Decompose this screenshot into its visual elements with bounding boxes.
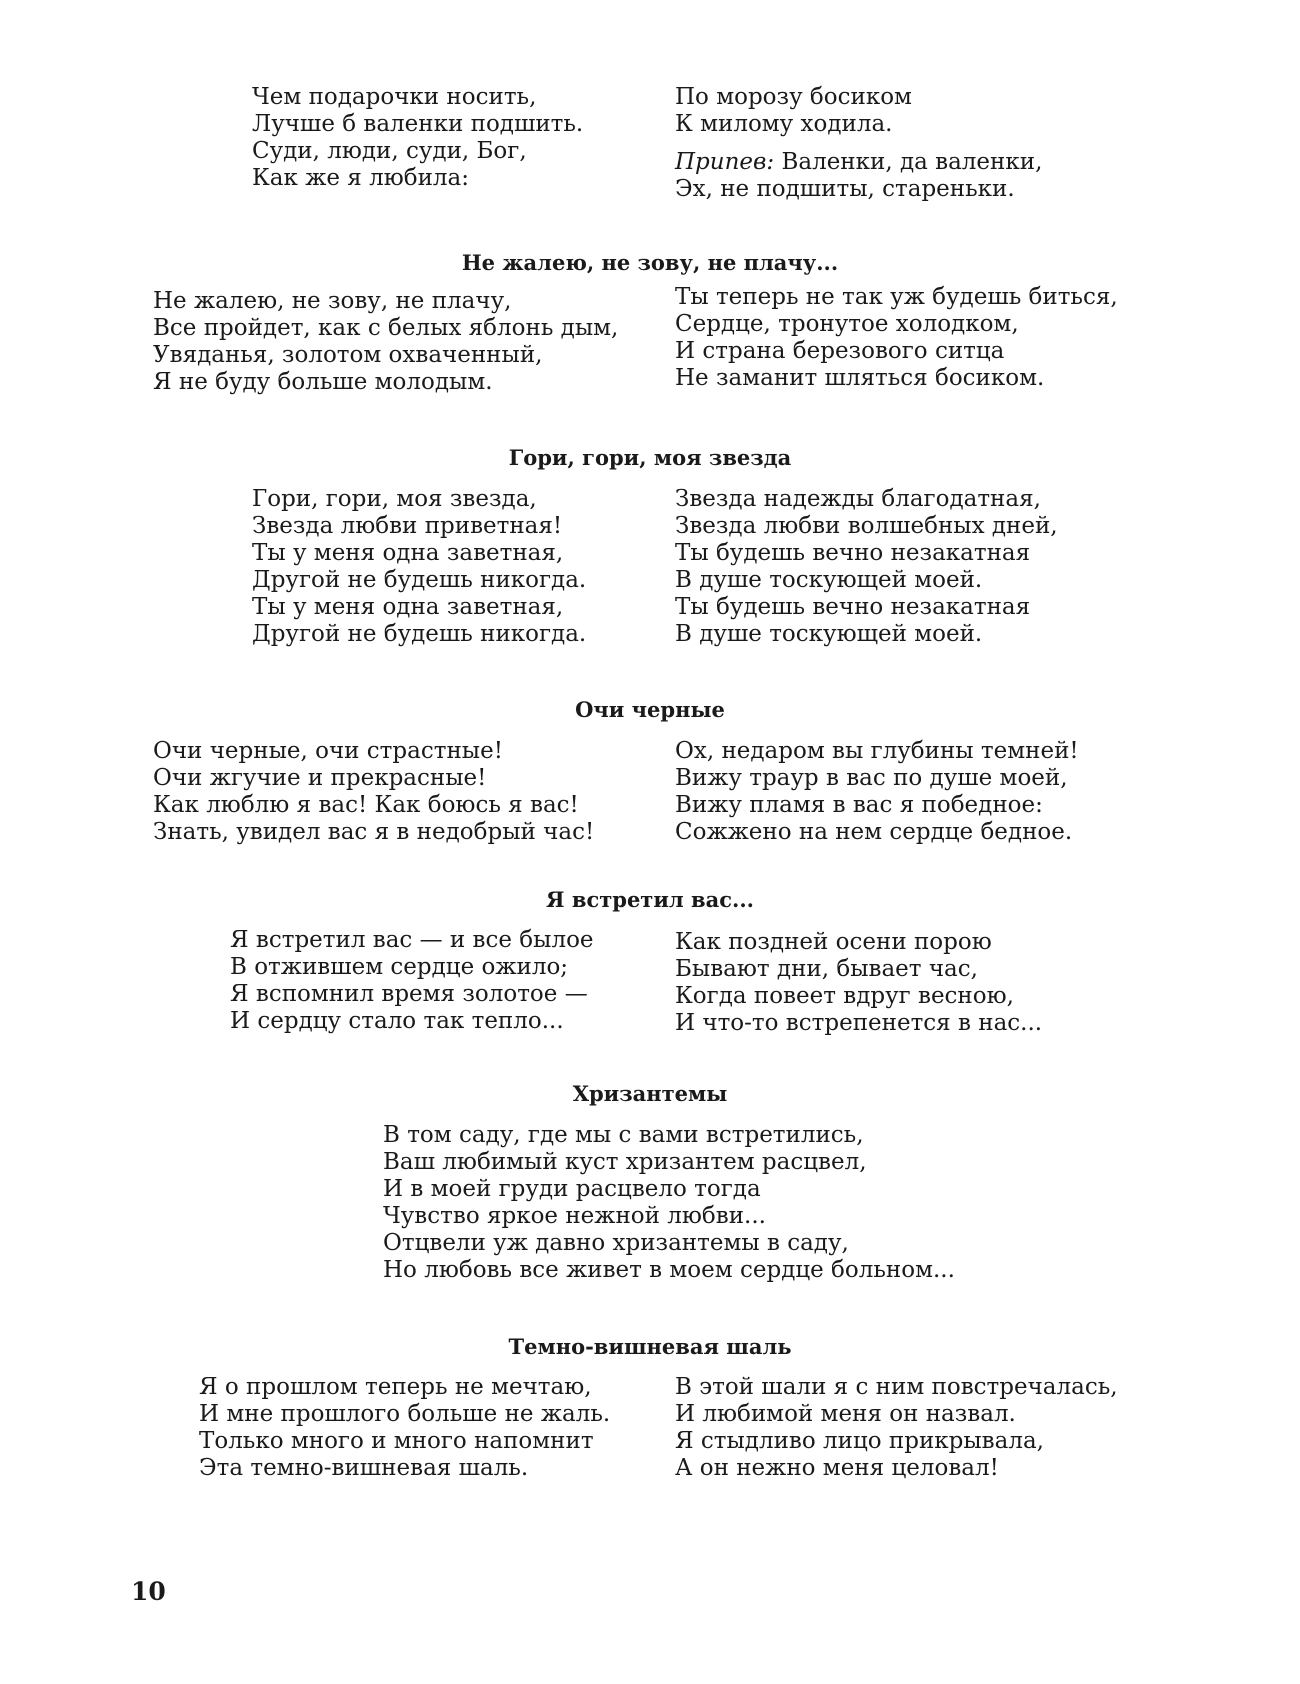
- verse-line: Я вспомнил время золотое —: [230, 981, 588, 1007]
- verse-line: Звезда любви приветная!: [252, 513, 563, 539]
- verse-line: Как же я любила:: [252, 165, 469, 191]
- verse-line: Как поздней осени порою: [675, 929, 992, 955]
- verse-line: Сердце, тронутое холодком,: [675, 311, 1019, 337]
- verse-line: И страна березового ситца: [675, 338, 1005, 364]
- verse-line: Другой не будешь никогда.: [252, 567, 587, 593]
- verse-line: Эта темно-вишневая шаль.: [199, 1455, 529, 1481]
- verse-line: Суди, люди, суди, Бог,: [252, 138, 527, 164]
- verse-line: В отжившем сердце ожило;: [230, 954, 569, 980]
- verse-line: Как люблю я вас! Как боюсь я вас!: [153, 792, 579, 818]
- verse-line: Лучше б валенки подшить.: [252, 111, 584, 137]
- gori-gori-right-stanza: [675, 486, 1058, 648]
- verse-line: К милому ходила.: [675, 111, 893, 137]
- verse-line: Звезда любви волшебных дней,: [675, 513, 1058, 539]
- ya-vstretil-right-stanza: [675, 929, 1042, 1037]
- verse-line: В душе тоскующей моей.: [675, 621, 983, 647]
- verse-line: Вижу пламя в вас я победное:: [675, 792, 1043, 818]
- verse-line: А он нежно меня целовал!: [675, 1455, 999, 1481]
- verse-line: В душе тоскующей моей.: [675, 567, 983, 593]
- verse-line: Не заманит шляться босиком.: [675, 365, 1045, 391]
- verse-line: И любимой меня он назвал.: [675, 1401, 1016, 1427]
- verse-line: Бывают дни, бывает час,: [675, 956, 978, 982]
- verse-line: Не жалею, не зову, не плачу,: [153, 288, 512, 314]
- song-title: Очи черные: [575, 697, 725, 722]
- shal-left-stanza: [199, 1374, 610, 1482]
- refrain-label: Припев:: [675, 149, 775, 175]
- refrain-line: [675, 149, 1042, 176]
- verse-line: Другой не будешь никогда.: [252, 621, 587, 647]
- verse-line: Чем подарочки носить,: [252, 84, 537, 110]
- verse-line: Ты теперь не так уж будешь биться,: [675, 284, 1118, 310]
- ne-zhaleyu-right-stanza: [675, 284, 1118, 392]
- verse-line: Я о прошлом теперь не мечтаю,: [199, 1374, 592, 1400]
- song-title: Гори, гори, моя звезда: [508, 445, 792, 470]
- verse-line: И сердцу стало так тепло...: [230, 1008, 564, 1034]
- verse-line: Очи жгучие и прекрасные!: [153, 765, 487, 791]
- verse-line: Отцвели уж давно хризантемы в саду,: [383, 1230, 849, 1256]
- verse-line: Ты у меня одна заветная,: [252, 594, 564, 620]
- verse-line: По морозу босиком: [675, 84, 912, 110]
- shal-right-stanza: [675, 1374, 1118, 1482]
- verse-line: И в моей груди расцвело тогда: [383, 1176, 761, 1202]
- verse-line: Знать, увидел вас я в недобрый час!: [153, 819, 595, 845]
- verse-line: Я стыдливо лицо прикрывала,: [675, 1428, 1044, 1454]
- song-title: Хризантемы: [572, 1081, 728, 1106]
- verse-line: Все пройдет, как с белых яблонь дым,: [153, 315, 619, 341]
- page-number: 10: [131, 1577, 166, 1606]
- verse-line: Сожжено на нем сердце бедное.: [675, 819, 1073, 845]
- verse-line: Очи черные, очи страстные!: [153, 738, 503, 764]
- ochi-chernye-left-stanza: [153, 738, 594, 846]
- song-title: Темно-вишневая шаль: [508, 1334, 792, 1359]
- verse-line: Увяданья, золотом охваченный,: [153, 342, 543, 368]
- verse-line: Звезда надежды благодатная,: [675, 486, 1041, 512]
- valenki-left-stanza: [252, 84, 583, 192]
- gori-gori-left-stanza: [252, 486, 586, 648]
- verse-line: Ох, недаром вы глубины темней!: [675, 738, 1079, 764]
- verse-line: Вижу траур в вас по душе моей,: [675, 765, 1068, 791]
- verse-line: Ты будешь вечно незакатная: [675, 540, 1031, 566]
- verse-line: Ты у меня одна заветная,: [252, 540, 564, 566]
- verse-line: Когда повеет вдруг весною,: [675, 983, 1014, 1009]
- ne-zhaleyu-left-stanza: [153, 288, 618, 396]
- verse-line: И мне прошлого больше не жаль.: [199, 1401, 611, 1427]
- verse-line: Ты будешь вечно незакатная: [675, 594, 1031, 620]
- ya-vstretil-left-stanza: [230, 927, 594, 1035]
- verse-line: Я не буду больше молодым.: [153, 369, 493, 395]
- verse-line: Только много и много напомнит: [199, 1428, 594, 1454]
- verse-line: Чувство яркое нежной любви...: [383, 1203, 766, 1229]
- song-title: Я встретил вас...: [546, 887, 754, 912]
- refrain-text: Валенки, да валенки,: [774, 149, 1043, 175]
- khrizantemy-stanza: [383, 1122, 955, 1284]
- verse-line: Я встретил вас — и все былое: [230, 927, 594, 953]
- refrain-line: Эх, не подшиты, стареньки.: [675, 176, 1015, 202]
- verse-line: В этой шали я с ним повстречалась,: [675, 1374, 1118, 1400]
- song-title: Не жалею, не зову, не плачу...: [461, 250, 839, 275]
- verse-line: В том саду, где мы с вами встретились,: [383, 1122, 864, 1148]
- ochi-chernye-right-stanza: [675, 738, 1079, 846]
- verse-line: Ваш любимый куст хризантем расцвел,: [383, 1149, 867, 1175]
- verse-line: И что-то встрепенется в нас...: [675, 1010, 1043, 1036]
- verse-line: Но любовь все живет в моем сердце больном...: [383, 1257, 955, 1283]
- verse-line: Гори, гори, моя звезда,: [252, 486, 537, 512]
- valenki-right-stanza: [675, 84, 1042, 203]
